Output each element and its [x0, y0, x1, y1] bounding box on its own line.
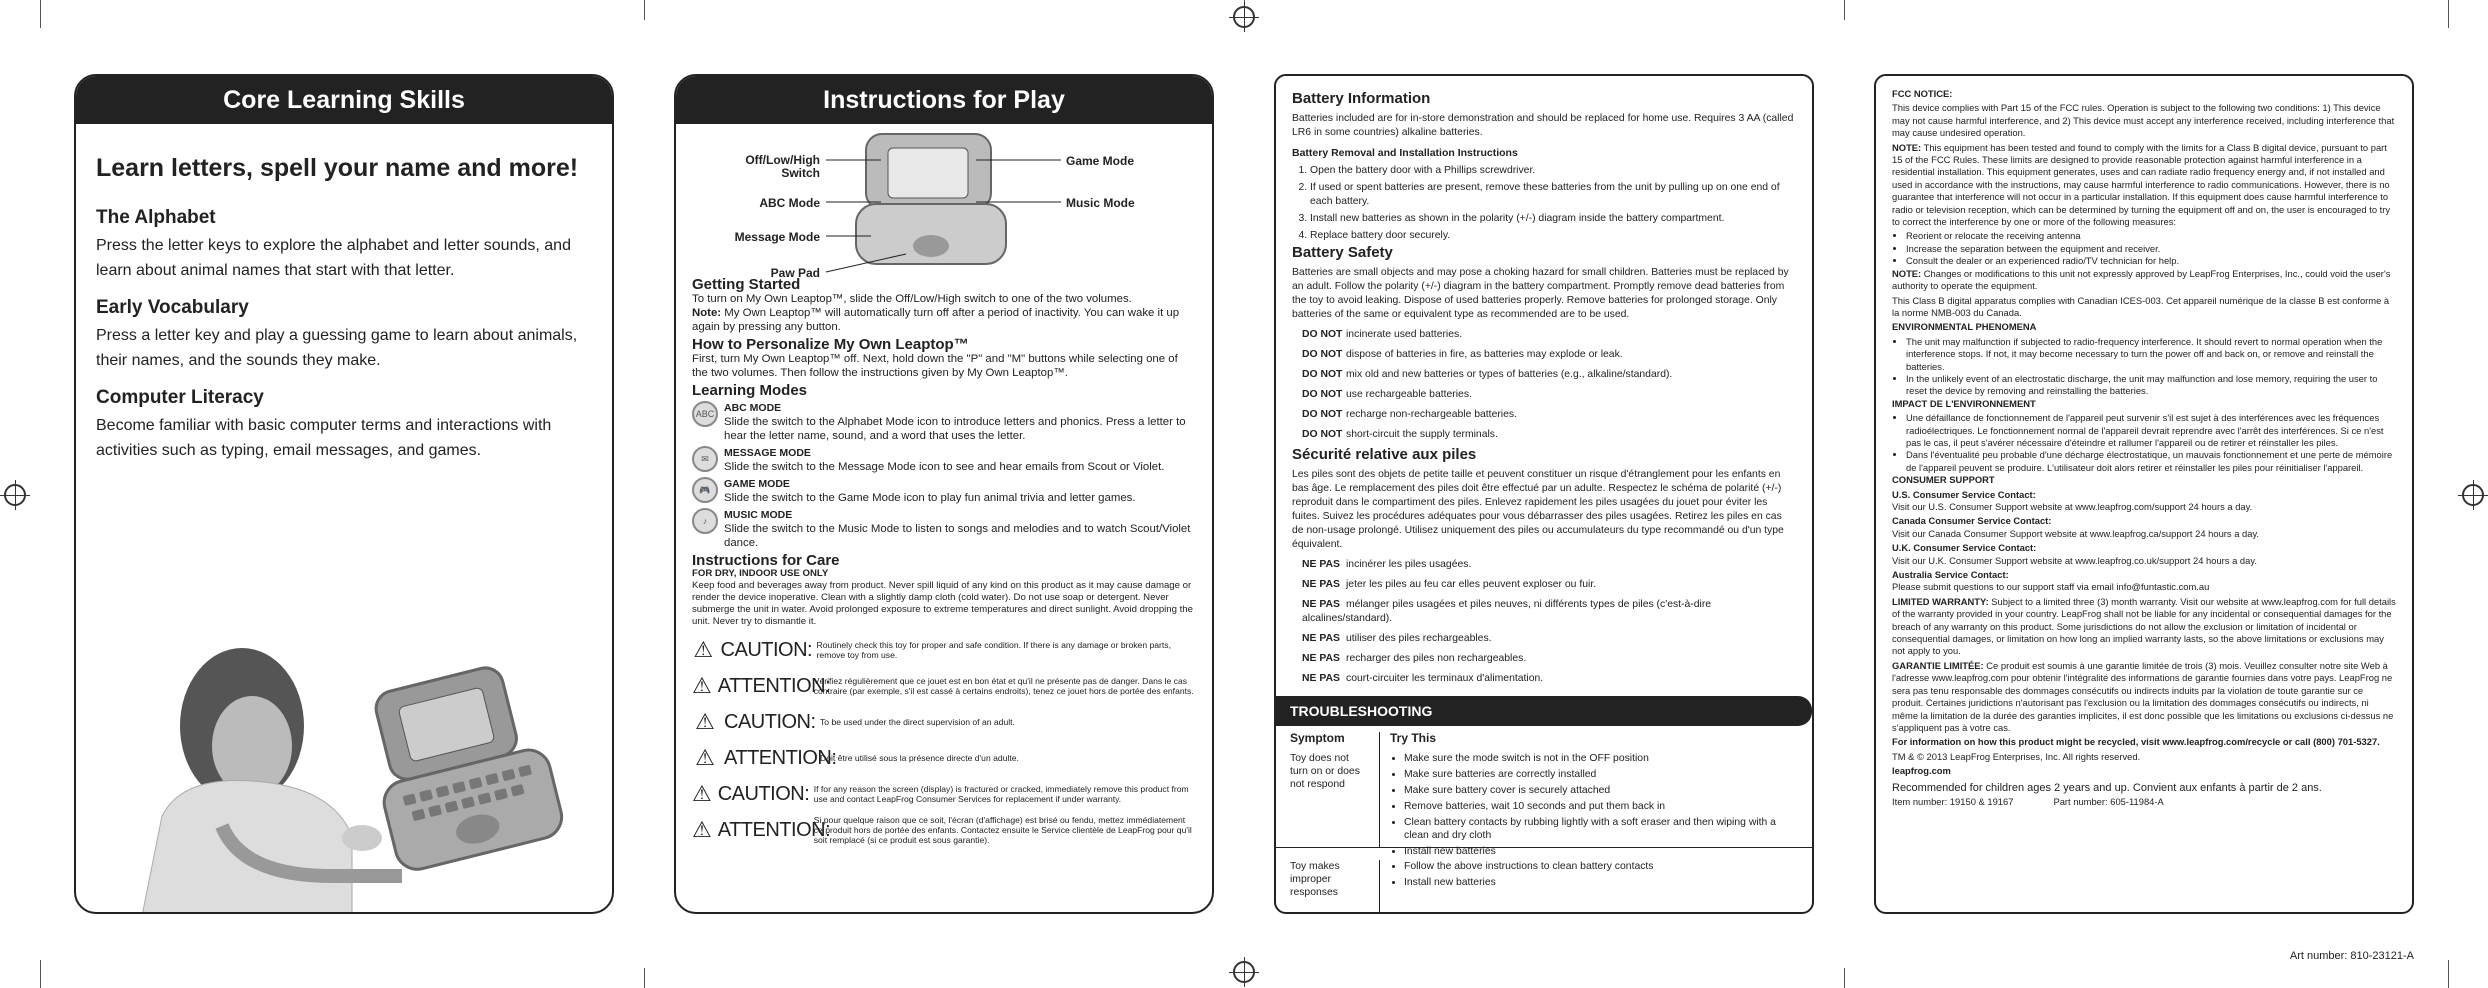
note-text: My Own Leaptop™ will automatically turn off after a period of inactivity. You can wake it up again by pressing any button. [692, 307, 1180, 333]
impact-title: IMPACT DE L'ENVIRONNEMENT [1892, 397, 2036, 409]
panel-title: Core Learning Skills [76, 76, 612, 124]
age-text: Recommended for children ages 2 years and up. Convient aux enfants à partir de 2 ans. [1892, 781, 2322, 794]
list-item: • Make sure the mode switch is not in the OFF position [1404, 752, 1802, 765]
list-item [1302, 368, 1796, 382]
mode-name: MUSIC MODE [724, 509, 793, 521]
recycle-text: For information on how this product might be recycled, visit www.leapfrog.com/recycle or call (800) 701-5327. [1892, 736, 2380, 748]
list-item: • Une défaillance de fonctionnement de l'appareil peut survenir s'il est sujet à des interférences avec les fréquences radioélectriques. Le fonctionnement normal de l'appareil devrait reprendre avec l'arrêt des interférences. Si ce n'est pas le cas, il peut s'avérer nécessaire d'éteindre et rallumer l'appareil ou de retirer et réinstaller les piles. [1906, 412, 2396, 449]
section-text: To turn on My Own Leaptop™, slide the Off/Low/High switch to one of the two volumes. [692, 293, 1132, 305]
list-item [1302, 652, 1796, 666]
fold-mark [1844, 968, 1845, 988]
steps-list [1292, 164, 1796, 243]
section-heading: Learning Modes [692, 382, 808, 399]
mode-text: Slide the switch to the Game Mode icon to play fun animal trivia and letter games. [724, 492, 1136, 504]
support-text: Visit our Canada Consumer Support website at www.leapfrog.ca/support 24 hours a day. [1892, 527, 2260, 539]
nepas-text: court-circuiter les terminaux d'alimentation. [1346, 673, 1544, 684]
warning-item [692, 671, 1196, 700]
section-heading: Getting Started [692, 276, 801, 293]
donot-text: mix old and new batteries or types of batteries (e.g., alkaline/standard). [1346, 369, 1673, 380]
list-item: • Follow the above instructions to clean battery contacts [1404, 860, 1802, 873]
care-text: Keep food and beverages away from product. Never spill liquid of any kind on this product as it may cause damage or render the device inoperative. Clean with a slightly damp cloth (cold water). Do not use soap or detergent. Never submerge the unit in water. Avoid prolonged exposure to extreme temperatures and direct sunlight. Avoid dropping the unit. Never try to dismantle it. [692, 580, 1193, 627]
list-item [1302, 348, 1796, 362]
mode-name: MESSAGE MODE [724, 447, 811, 459]
section-heading: Battery Safety [1292, 244, 1393, 261]
warning-text: Si pour quelque raison que ce soit, l'écran (d'affichage) est brisé ou fendu, mettez immédiatement ce produit hors de portée des enfants. Contactez ensuite le Service clientèle de LeapFrog pour qu'il soit remplacé (si ce produit est sous garantie). [813, 814, 1192, 845]
instructions-panel [674, 74, 1214, 914]
art-number: Art number: 810-23121-A [2289, 950, 2414, 962]
registration-mark [4, 484, 26, 506]
list-item [1302, 632, 1796, 646]
abc-mode-label: ABC Mode [759, 196, 820, 210]
part-number: Part number: 605-11984-A [2053, 795, 2164, 807]
warning-icon: ⚠ [695, 708, 715, 734]
warning-text: If for any reason the screen (display) is fractured or cracked, immediately remove this product from use and contact LeapFrog Consumer Services for replacement if under warranty. [813, 783, 1189, 804]
donot-label: DO NOT [1302, 329, 1343, 340]
support-title: CONSUMER SUPPORT [1892, 474, 1995, 486]
fold-mark [644, 0, 645, 20]
headline: Learn letters, spell your name and more! [96, 154, 579, 182]
column-header: Try This [1390, 731, 1437, 745]
donot-text: incinerate used batteries. [1346, 329, 1463, 340]
crop-mark [2448, 960, 2449, 988]
troubleshooting-title: TROUBLESHOOTING [1276, 696, 1812, 726]
warranty-label: LIMITED WARRANTY: [1892, 595, 1989, 607]
warning-item [692, 779, 1196, 808]
support-text: Visit our U.K. Consumer Support website at www.leapfrog.co.uk/support 24 hours a day. [1892, 554, 2257, 566]
mode-item [692, 401, 1196, 443]
registration-mark [1233, 961, 1255, 983]
warning-icon: ⚠ [695, 744, 715, 770]
donot-label: DO NOT [1302, 389, 1343, 400]
support-label: U.S. Consumer Service Contact: [1892, 488, 2036, 500]
section-heading: Sécurité relative aux piles [1292, 446, 1477, 463]
list-item [1302, 388, 1796, 402]
nepas-text: utiliser des piles rechargeables. [1346, 633, 1492, 644]
child-with-leaptop-photo [102, 576, 572, 914]
nepas-label: NE PAS [1302, 653, 1340, 664]
list-item: • Consult the dealer or an experienced radio/TV technician for help. [1906, 255, 2396, 267]
section-text: First, turn My Own Leaptop™ off. Next, hold down the "P" and "M" buttons while selecting one of the two volumes. Then follow the instructions given by My Own Leaptop™. [692, 353, 1178, 379]
care-sub: FOR DRY, INDOOR USE ONLY [692, 568, 829, 579]
warning-text: To be used under the direct supervision of an adult. [820, 716, 1015, 727]
warning-label: CAUTION: [724, 710, 816, 733]
registration-mark [1233, 6, 1255, 28]
support-label: Australia Service Contact: [1892, 569, 2009, 581]
warning-item [692, 743, 1196, 772]
list-item [1302, 672, 1796, 686]
crop-mark [40, 0, 41, 28]
warning-label: ATTENTION: [717, 818, 831, 841]
env-title: ENVIRONMENTAL PHENOMENA [1892, 321, 2037, 333]
panel-title: Instructions for Play [676, 76, 1212, 124]
list-item: • Increase the separation between the equipment and receiver. [1906, 243, 2396, 255]
nepas-label: NE PAS [1302, 633, 1340, 644]
game-mode-label: Game Mode [1066, 154, 1135, 168]
table-row [1276, 854, 1812, 914]
support-text: Visit our U.S. Consumer Support website at www.leapfrog.com/support 24 hours a day. [1892, 501, 2253, 512]
abc-mode-icon: ABC [692, 401, 718, 427]
warning-text: Routinely check this toy for proper and safe condition. If there is any damage or broken parts, remove toy from use. [816, 639, 1171, 660]
nepas-label: NE PAS [1302, 599, 1340, 610]
list-item: 1. Open the battery door with a Phillips screwdriver. [1310, 164, 1796, 178]
table-row [1276, 752, 1812, 857]
warning-icon: ⚠ [692, 816, 712, 842]
list-item: • Dans l'éventualité peu probable d'une décharge électrostatique, un mauvais fonctionnement et une perte de mémoire de l'appareil peuvent se produire. L'utilisateur doit alors retirer et réinstaller les piles pour réinitialiser l'appareil. [1906, 449, 2396, 474]
item-number: Item number: 19150 & 19167 [1892, 795, 2014, 807]
section-text: Batteries included are for in-store demonstration and should be replaced for home use. Requires 3 AA (called LR6 in some countries) alkaline batteries. [1292, 113, 1794, 138]
section-heading: How to Personalize My Own Leaptop™ [692, 336, 969, 353]
nepas-label: NE PAS [1302, 579, 1340, 590]
warning-label: CAUTION: [717, 782, 810, 805]
note-label: Note: [692, 307, 722, 319]
list-item: • Clean battery contacts by rubbing lightly with a soft eraser and then wiping with a clean and dry cloth [1404, 816, 1802, 842]
list-item: • Install new batteries [1404, 876, 1802, 889]
nepas-text: recharger des piles non rechargeables. [1346, 653, 1527, 664]
list-item: • The unit may malfunction if subjected to radio-frequency interference. It should revert to normal operation when the interference stops. If not, it may become necessary to turn the power off and back on, or remove and reinstall the batteries. [1906, 336, 2396, 373]
mode-text: Slide the switch to the Message Mode icon to see and hear emails from Scout or Violet. [724, 461, 1165, 473]
symptom-cell: Toy makes improper responses [1276, 860, 1380, 914]
product-diagram [676, 124, 1212, 280]
list-item: • In the unlikely event of an electrostatic discharge, the unit may malfunction and lose memory, requiring the user to reset the device by removing and reinstalling the batteries. [1906, 373, 2396, 398]
registration-mark [2462, 484, 2484, 506]
canada-text: This Class B digital apparatus complies with Canadian ICES-003. Cet appareil numérique de la classe B est conforme à la norme NMB-003 du Canada. [1892, 294, 2390, 318]
warning-label: ATTENTION: [724, 746, 837, 769]
copyright: TM & © 2013 LeapFrog Enterprises, Inc. All rights reserved. [1892, 750, 2141, 762]
donot-label: DO NOT [1302, 409, 1343, 420]
section-text: Les piles sont des objets de petite taille et peuvent constituer un risque d'étranglement pour les enfants en bas âge. Le remplacement des piles doit être effectué par un adulte. Respectez le schéma de polarité (+/-) reproduit dans le compartiment des piles. Enlevez rapidement les piles usagées du jouet pour éviter les fuites. Suivez les procédures adéquates pour vous débarrasser des piles usagées. Retirez les piles en cas de non-usage prolongé. Utilisez uniquement des piles ou accumulateurs du type recommandé ou d'un type équivalent. [1292, 469, 1784, 550]
warning-label: ATTENTION: [717, 674, 831, 697]
warning-icon: ⚠ [693, 636, 714, 662]
section-heading: Battery Information [1292, 90, 1431, 107]
donot-label: DO NOT [1302, 349, 1343, 360]
game-mode-icon: 🎮 [692, 477, 718, 503]
garantie-text: Ce produit est soumis à une garantie limitée de trois (3) mois. Veuillez consulter notre site Web à l'adresse www.leapfrog.com pour obtenir l'intégralité des informations de garantie fournies dans votre pays. LeapFrog ne sera pas tenu responsable des dommages consécutifs ou indirects induits par la violation de toute garantie sur ce produit. Certaines juridictions n'autorisant pas l'exclusion ou la limitation des dommages consécutifs ou indirects, ni même la limitation de la durée des garanties implicites, il est donc possible que les limitations ou exclusions ci-dessus ne s'appliquent pas à votre cas. [1892, 659, 2394, 733]
mode-item [692, 477, 1196, 505]
nepas-label: NE PAS [1302, 559, 1340, 570]
list-item: 2. If used or spent batteries are present, remove these batteries from the unit by pulling up on one end of each battery. [1310, 181, 1796, 209]
donot-text: short-circuit the supply terminals. [1346, 429, 1498, 440]
paw-pad-label: Paw Pad [770, 266, 820, 280]
warning-label: CAUTION: [720, 638, 813, 661]
battery-panel [1274, 74, 1814, 914]
note-label: NOTE: [1892, 141, 1922, 153]
nepas-label: NE PAS [1302, 673, 1340, 684]
donot-text: recharge non-rechargeable batteries. [1346, 409, 1517, 420]
list-item [1302, 578, 1796, 592]
note-text: This equipment has been tested and found to comply with the limits for a Class B digital device, pursuant to part 15 of the FCC Rules. These limits are designed to provide reasonable protection against harmful interference in a residential installation. This equipment generates, uses and can radiate radio frequency energy and, if not installed and used in accordance with the instructions, may cause harmful interference to radio communications. However, there is no guarantee that interference will not occur in a particular installation. If this equipment does cause harmful interference to radio or television reception, which can be determined by turning the equipment off and on, the user is encouraged to try to correct the interference by one or more of the following measures: [1892, 141, 2391, 228]
mode-name: ABC MODE [724, 402, 782, 414]
warning-item [692, 815, 1196, 844]
list-item: 4. Replace battery door securely. [1310, 229, 1796, 243]
donot-label: DO NOT [1302, 429, 1343, 440]
section-text: Press the letter keys to explore the alphabet and letter sounds, and learn about animal names that start with that letter. [96, 237, 571, 279]
table-header [1276, 732, 1812, 752]
nepas-text: incinérer les piles usagées. [1346, 559, 1472, 570]
list-item [1302, 598, 1796, 626]
note-label: NOTE: [1892, 267, 1922, 279]
symptom-cell: Toy does not turn on or does not respond [1276, 752, 1380, 847]
warning-icon: ⚠ [692, 672, 712, 698]
crop-mark [40, 960, 41, 988]
warning-text: Vérifiez régulièrement que ce jouet est en bon état et qu'il ne présente pas de danger. Dans le cas contraire (par exemple, s'il est cassé à certains endroits), tenez ce jouet hors de portée des enfants. [813, 675, 1194, 696]
mode-name: GAME MODE [724, 478, 790, 490]
column-header: Symptom [1276, 732, 1380, 752]
section-heading: Instructions for Care [692, 552, 840, 569]
message-mode-icon: ✉ [692, 446, 718, 472]
list-item [1302, 328, 1796, 342]
note [692, 306, 1196, 334]
section-heading: The Alphabet [96, 207, 216, 228]
warning-icon: ⚠ [692, 780, 712, 806]
section-text: Batteries are small objects and may pose a choking hazard for small children. Batteries must be replaced by an adult. Follow the polarity (+/-) diagram in the battery compartment. Promptly remove dead batteries from the toy to avoid leaking. Dispose of used batteries properly. Remove batteries for prolonged storage. Only batteries of the same or equivalent type as recommended are to be used. [1292, 267, 1789, 320]
list-item: • Install new batteries [1404, 845, 1802, 858]
garantie-label: GARANTIE LIMITÉE: [1892, 659, 1984, 671]
warranty-text: Subject to a limited three (3) month warranty. Visit our website at www.leapfrog.com for full details of the warranty provided in your country. LeapFrog shall not be liable for any incidental or consequential damages for the breach of any warranty on this product. Some jurisdictions do not allow the exclusion or limitation of incidental or consequential damages, or limitation on how long an implied warranty lasts, so the above limitations or exclusions may not apply to you. [1892, 595, 2396, 657]
list-item: 3. Install new batteries as shown in the polarity (+/-) diagram inside the battery compartment. [1310, 212, 1796, 226]
message-mode-label: Message Mode [734, 230, 820, 244]
list-item [1302, 558, 1796, 572]
crop-mark [2448, 0, 2449, 28]
switch-label: Off/Low/High Switch [745, 153, 820, 180]
core-learning-panel [74, 74, 614, 914]
list-item: • Make sure battery cover is securely attached [1404, 784, 1802, 797]
mode-text: Slide the switch to the Alphabet Mode icon to introduce letters and phonics. Press a letter to hear the letter name, sound, and a word that uses the letter. [724, 416, 1186, 442]
list-item: • Remove batteries, wait 10 seconds and put them back in [1404, 800, 1802, 813]
mode-item [692, 508, 1196, 550]
list-item [1302, 428, 1796, 442]
list-item: • Reorient or relocate the receiving antenna [1906, 230, 2396, 242]
warning-item [692, 707, 1196, 736]
fold-mark [1844, 0, 1845, 20]
warning-text: Doit être utilisé sous la présence directe d'un adulte. [820, 752, 1019, 763]
legal-panel [1874, 74, 2414, 914]
support-text: Please submit questions to our support staff via email info@funtastic.com.au [1892, 581, 2210, 593]
site-link[interactable]: leapfrog.com [1892, 765, 1951, 777]
subheading: Battery Removal and Installation Instructions [1292, 147, 1518, 159]
donot-label: DO NOT [1302, 369, 1343, 380]
section-text: Press a letter key and play a guessing game to learn about animals, their names, and the sounds they make. [96, 327, 578, 369]
support-label: Canada Consumer Service Contact: [1892, 515, 2052, 527]
warning-item [692, 635, 1196, 664]
fold-mark [644, 968, 645, 988]
support-label: U.K. Consumer Service Contact: [1892, 542, 2037, 554]
mode-text: Slide the switch to the Music Mode to listen to songs and melodies and to watch Scout/Violet dance. [724, 523, 1191, 549]
nepas-text: mélanger piles usagées et piles neuves, ni différents types de piles (c'est-à-dire alcalines/standard). [1302, 599, 1712, 624]
mode-item [692, 446, 1196, 474]
note-text: Changes or modifications to this unit not expressly approved by LeapFrog Enterprises, Inc., could void the user's authority to operate the equipment. [1892, 267, 2391, 292]
donot-text: dispose of batteries in fire, as batteries may explode or leak. [1346, 349, 1623, 360]
music-mode-label: Music Mode [1066, 196, 1135, 210]
list-item: • Make sure batteries are correctly installed [1404, 768, 1802, 781]
section-heading: Computer Literacy [96, 387, 264, 408]
nepas-text: jeter les piles au feu car elles peuvent exploser ou fuir. [1346, 579, 1597, 590]
donot-text: use rechargeable batteries. [1346, 389, 1472, 400]
fcc-text: This device complies with Part 15 of the FCC rules. Operation is subject to the following two conditions: 1) This device may not cause harmful interference, and 2) This device must accept any interference received, including interference that may cause undesired operation. [1892, 102, 2395, 139]
fcc-title: FCC NOTICE: [1892, 88, 1953, 99]
list-item [1302, 408, 1796, 422]
section-text: Become familiar with basic computer terms and interactions with activities such as typing, email messages, and games. [96, 417, 552, 459]
section-heading: Early Vocabulary [96, 297, 249, 318]
music-mode-icon: ♪ [692, 508, 718, 534]
